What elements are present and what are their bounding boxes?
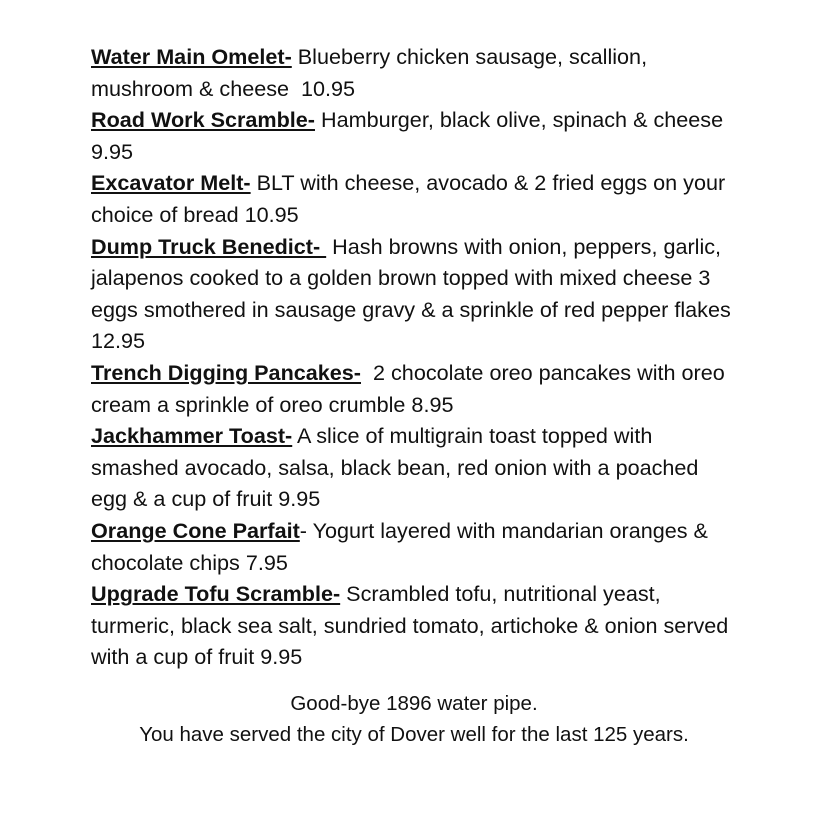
footer-line-1: Good-bye 1896 water pipe.	[290, 692, 538, 715]
footer-line-2: You have served the city of Dover well for the last 125 years.	[139, 723, 689, 746]
menu-item-water-main-omelet	[91, 41, 731, 104]
menu-list	[91, 41, 737, 673]
menu-item-road-work-scramble	[91, 104, 731, 167]
menu-item-jackhammer-toast	[91, 420, 731, 515]
menu-item-name: Road Work Scramble-	[91, 107, 315, 133]
menu-item-name: Upgrade Tofu Scramble-	[91, 581, 341, 607]
menu-item-description: Blueberry chicken sausage, scallion, mushroom & cheese 10.95	[91, 44, 654, 101]
menu-item-name: Jackhammer Toast-	[91, 423, 293, 449]
menu-item-excavator-melt	[91, 167, 731, 230]
menu-item-name: Dump Truck Benedict-	[91, 233, 327, 259]
menu-item-name: Orange Cone Parfait	[91, 517, 300, 543]
menu-item-trench-digging-pancakes	[91, 357, 731, 420]
menu-item-description: Scrambled tofu, nutritional yeast, turmeric, black sea salt, sundried tomato, artichoke & onion served with a cup of fruit 9.95	[91, 581, 735, 670]
menu-item-dump-truck-benedict	[91, 231, 737, 357]
menu-item-name: Water Main Omelet-	[91, 44, 292, 69]
menu-item-description: Hamburger, black olive, spinach & cheese 9.95	[91, 107, 730, 164]
menu-item-name: Trench Digging Pancakes-	[91, 359, 361, 385]
menu-item-description: A slice of multigrain toast topped with smashed avocado, salsa, black bean, red onion with a poached egg & a cup of fruit 9.95	[91, 423, 705, 512]
menu-item-description: - Yogurt layered with mandarian oranges & chocolate chips 7.95	[91, 517, 714, 575]
footer-message	[0, 688, 828, 750]
menu-item-name: Excavator Melt-	[91, 170, 251, 196]
menu-item-description: 2 chocolate oreo pancakes with oreo cream a sprinkle of oreo crumble 8.95	[91, 359, 731, 417]
menu-item-orange-cone-parfait	[91, 515, 731, 578]
menu-item-upgrade-tofu-scramble	[91, 578, 735, 673]
menu-item-description: BLT with cheese, avocado & 2 fried eggs on your choice of bread 10.95	[91, 170, 732, 227]
menu-item-description: Hash browns with onion, peppers, garlic, jalapenos cooked to a golden brown topped with mixed cheese 3 eggs smothered in sausage gravy & a sprinkle of red pepper flakes 12.95	[91, 233, 737, 354]
